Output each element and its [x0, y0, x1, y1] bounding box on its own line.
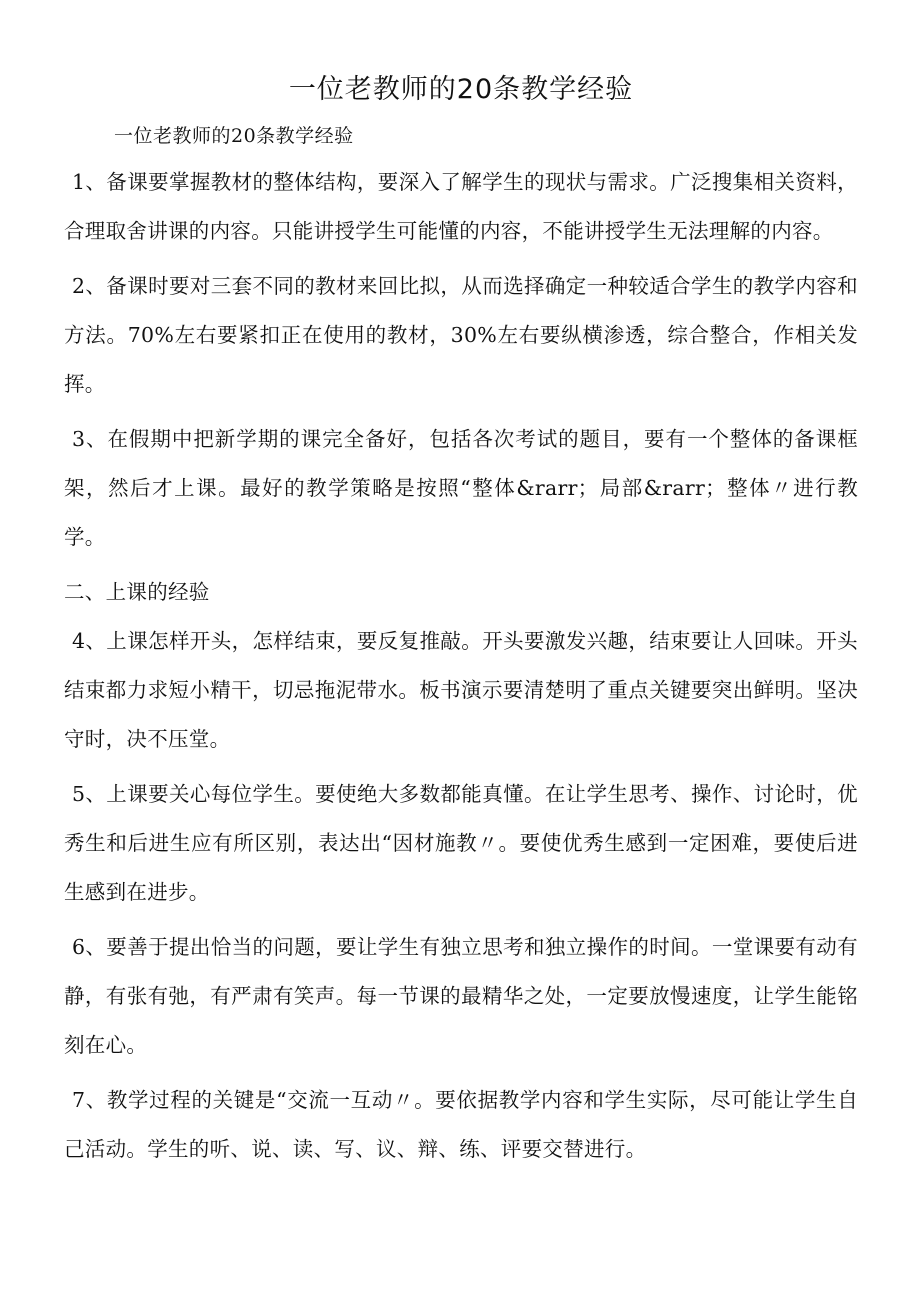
- paragraph-item-7: 7、教学过程的关键是“交流一互动〃。要依据教学内容和学生实际，尽可能让学生自己活动。学生的听、说、读、写、议、辩、练、评要交替进行。: [64, 1088, 858, 1161]
- paragraph-item-2: 2、备课时要对三套不同的教材来回比拟，从而选择确定一种较适合学生的教学内容和方法。70%左右要紧扣正在使用的教材，30%左右要纵横渗透，综合整合，作相关发挥。: [64, 274, 858, 396]
- section-heading: 二、上课的经验: [64, 580, 210, 604]
- paragraph-item-3: 3、在假期中把新学期的课完全备好，包括各次考试的题目，要有一个整体的备课框架，然后才上课。最好的教学策略是按照“整体&rarr；局部&rarr；整体〃进行教学。: [64, 427, 858, 549]
- document-title: 一位老教师的20条教学经验: [288, 74, 634, 105]
- paragraph-item-6: 6、要善于提出恰当的问题，要让学生有独立思考和独立操作的时间。一堂课要有动有静，有张有弛，有严肃有笑声。每一节课的最精华之处，一定要放慢速度，让学生能铭刻在心。: [64, 935, 858, 1057]
- paragraph-item-4: 4、上课怎样开头，怎样结束，要反复推敲。开头要激发兴趣，结束要让人回味。开头结束都力求短小精干，切忌拖泥带水。板书演示要清楚明了重点关键要突出鲜明。坚决守时，决不压堂。: [64, 629, 858, 751]
- document-subtitle: 一位老教师的20条教学经验: [114, 125, 354, 147]
- paragraph-item-1: 1、备课要掌握教材的整体结构，要深入了解学生的现状与需求。广泛搜集相关资料，合理取舍讲课的内容。只能讲授学生可能懂的内容，不能讲授学生无法理解的内容。: [64, 170, 858, 243]
- paragraph-item-5: 5、上课要关心每位学生。要使绝大多数都能真懂。在让学生思考、操作、讨论时，优秀生和后进生应有所区别，表达出“因材施教〃。要使优秀生感到一定困难，要使后进生感到在进步。: [64, 782, 858, 904]
